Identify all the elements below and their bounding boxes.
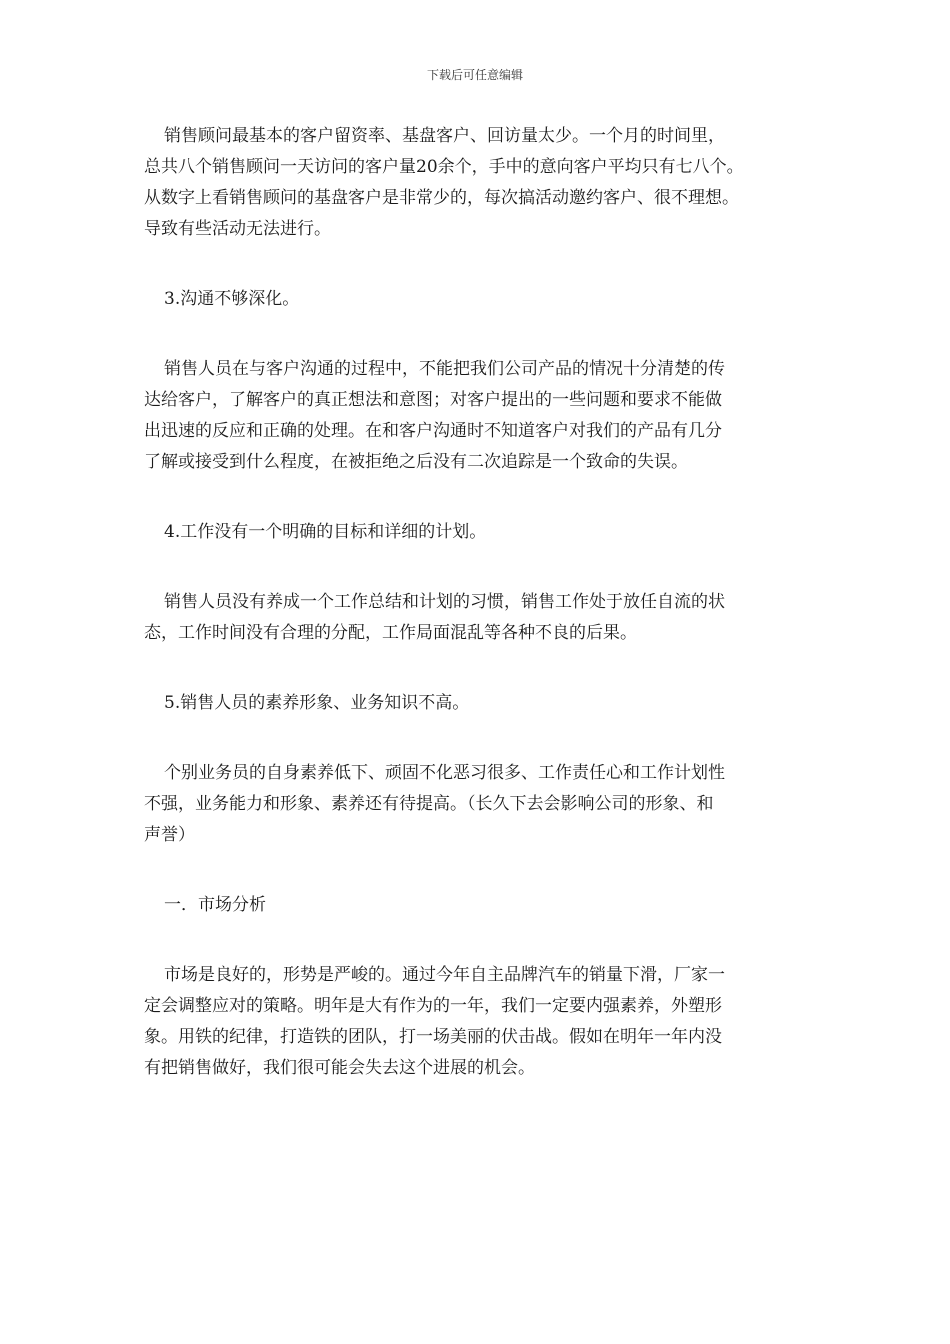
heading-staff-quality: 5.销售人员的素养形象、业务知识不高。 bbox=[164, 693, 470, 713]
paragraph-gap bbox=[144, 245, 834, 284]
paragraph-work-plan: 销售人员没有养成一个工作总结和计划的习惯，销售工作处于放任自流的状 态，工作时间没有合理的分配，工作局面混乱等各种不良的后果。 bbox=[144, 592, 725, 643]
paragraph-gap bbox=[144, 649, 834, 688]
heading-market-analysis: 一．市场分析 bbox=[164, 895, 266, 915]
paragraph-gap bbox=[144, 548, 834, 587]
heading-work-plan: 4.工作没有一个明确的目标和详细的计划。 bbox=[164, 522, 487, 542]
paragraph-gap bbox=[144, 719, 834, 758]
paragraph-gap bbox=[144, 478, 834, 517]
paragraph-gap bbox=[144, 315, 834, 354]
paragraph-base-customers: 销售顾问最基本的客户留资率、基盘客户、回访量太少。一个月的时间里， 总共八个销售顾问一天访问的客户量20余个，手中的意向客户平均只有七八个。 从数字上看销售顾问的基盘客户是非常少的，每次搞活动邀约客户、很不理想。 导致有些活动无法进行。 bbox=[144, 126, 744, 239]
paragraph-gap bbox=[144, 851, 834, 890]
document-body bbox=[144, 121, 834, 1084]
page-header-note: 下载后可任意编辑 bbox=[426, 68, 523, 82]
paragraph-staff-quality: 个别业务员的自身素养低下、顽固不化恶习很多、工作责任心和工作计划性 不强，业务能力和形象、素养还有待提高。（长久下去会影响公司的形象、和 声誉） bbox=[144, 763, 725, 845]
paragraph-market-analysis: 市场是良好的，形势是严峻的。通过今年自主品牌汽车的销量下滑，厂家一 定会调整应对的策略。明年是大有作为的一年，我们一定要内强素养，外塑形 象。用铁的纪律，打造铁的团队，打一场美丽的伏击战。假如在明年一年内没 有把销售做好，我们很可能会失去这个进展的机会。 bbox=[144, 965, 725, 1078]
heading-communication: 3.沟通不够深化。 bbox=[164, 289, 300, 309]
paragraph-gap bbox=[144, 921, 834, 960]
paragraph-communication: 销售人员在与客户沟通的过程中，不能把我们公司产品的情况十分清楚的传 达给客户，了解客户的真正想法和意图；对客户提出的一些问题和要求不能做 出迅速的反应和正确的处理。在和客户沟通时不知道客户对我们的产品有几分 了解或接受到什么程度，在被拒绝之后没有二次追踪是一个致命的失误。 bbox=[144, 359, 725, 472]
